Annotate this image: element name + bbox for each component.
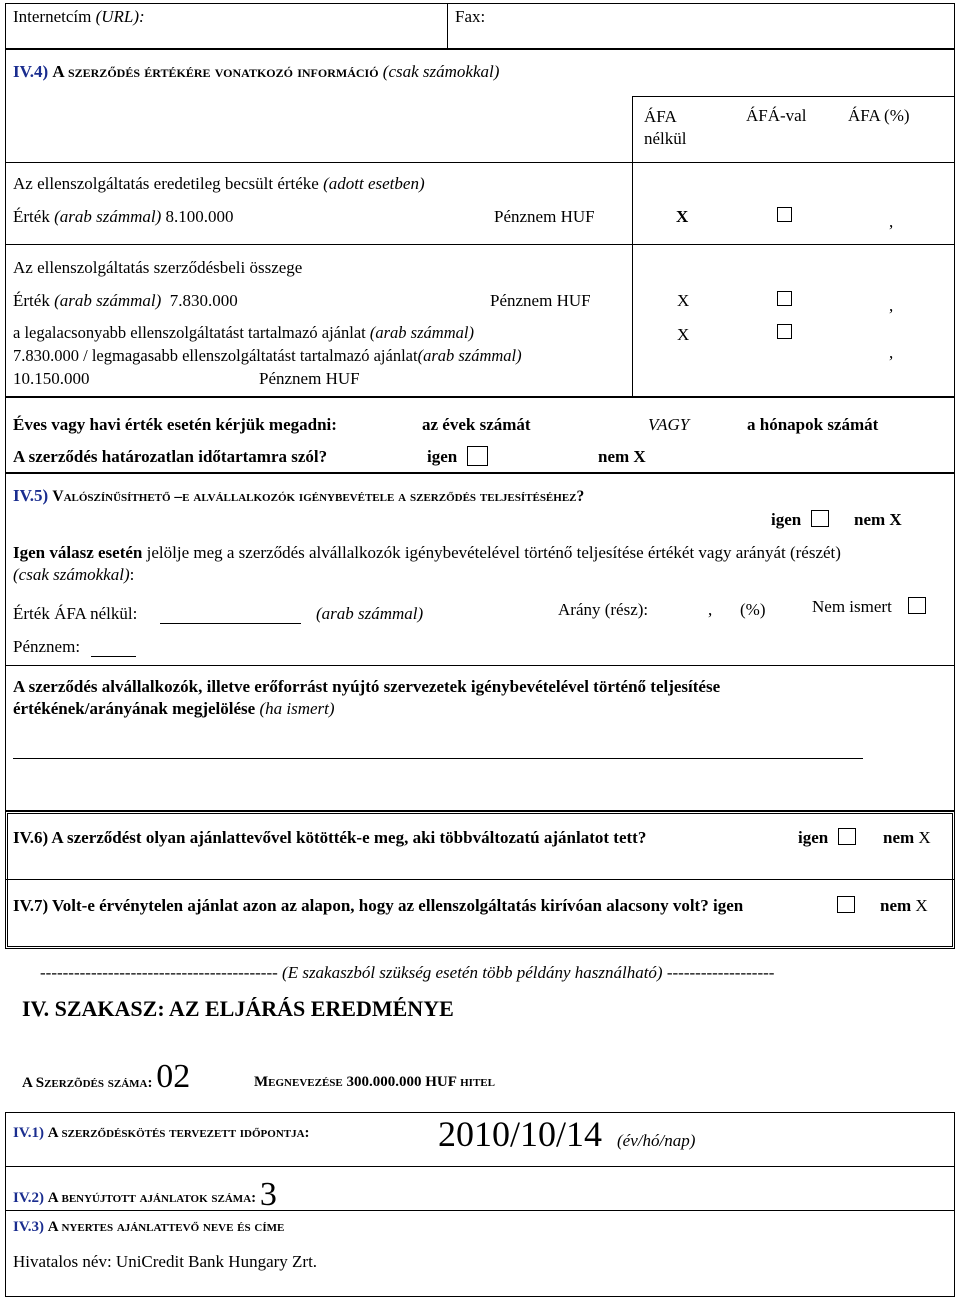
iv5-title: Valószínűsíthető –e alvállalkozók igénybevétele a szerződés teljesítéséhez? [52, 488, 585, 505]
url-field-label [13, 7, 145, 27]
iv1-label: A szerződéskötés tervezett időpontja: [47, 1125, 310, 1141]
iv3-label: A nyertes ajánlattevő neve és címe [47, 1219, 285, 1235]
annual-or: VAGY [648, 415, 690, 434]
sub-currency-input[interactable] [91, 656, 136, 657]
lowest-label: a legalacsonyabb ellenszolgáltatást tartalmazó ajánlat [13, 323, 366, 342]
divider [632, 96, 633, 397]
sub-ratio-pct: (%) [740, 600, 766, 619]
contract-amount-title: Az ellenszolgáltatás szerződésbeli összege [13, 258, 303, 277]
iv5-instruction [13, 543, 841, 563]
value-hint: (arab számmal) [369, 323, 474, 342]
sub-unknown-label: Nem ismert [812, 597, 892, 616]
currency-label: Pénznem [490, 291, 553, 310]
orig-title: Az ellenszolgáltatás eredetileg becsült értéke [13, 174, 319, 193]
highest-offer-row [13, 346, 522, 366]
url-hint: (URL): [95, 7, 145, 26]
currency-value: HUF [325, 369, 360, 388]
currency-value: HUF [560, 207, 595, 226]
iv5-yes-checkbox[interactable] [811, 510, 829, 527]
orig-estimate [13, 174, 425, 194]
winner-row [13, 1252, 317, 1272]
orig-value: 8.100.000 [165, 207, 234, 226]
url-label: Internetcím [13, 7, 92, 26]
iv1-prefix: IV.1) [13, 1125, 48, 1141]
iv5-prefix: IV.5) [13, 486, 53, 505]
iv3-prefix: IV.3) [13, 1219, 48, 1235]
sub-value-hint: (arab számmal) [316, 604, 424, 623]
separator-dashes-right: ------------------- [666, 963, 775, 982]
subcontract-line1: A szerződés alvállalkozók, illetve erőforrást nyújtó szervezetek igénybevételével történő teljesítése [13, 677, 721, 696]
iv5-yes: igen [771, 510, 802, 529]
col-vat-pct: ÁFA (%) [848, 106, 910, 125]
sub-value-label: Érték ÁFA nélkül: [13, 604, 138, 623]
divider [447, 3, 448, 49]
currency-value: HUF [556, 291, 591, 310]
orig-net-mark: X [676, 207, 689, 226]
range-pct-comma: , [889, 343, 894, 362]
indefinite-yes: igen [427, 447, 458, 466]
iv1-row [13, 1125, 310, 1142]
currency-label: Pénznem [494, 207, 557, 226]
iv6-question: IV.6) A szerződést olyan ajánlattevővel kötötték-e meg, aki többváltozatú ajánlatot tett? [13, 828, 647, 847]
instr-bold: Igen válasz esetén [13, 543, 143, 562]
iv2-count: 3 [259, 1176, 277, 1213]
sub-ratio-comma: , [708, 600, 713, 619]
subcontract-input[interactable] [13, 758, 863, 759]
contract-value: 7.830.000 [169, 291, 238, 310]
lowest-offer-row [13, 323, 474, 343]
iv4-heading [13, 62, 499, 82]
highest-value: 10.150.000 [13, 369, 90, 388]
range-net-mark: X [677, 325, 690, 344]
contract-name-label: Megnevezése [254, 1074, 343, 1090]
separator-line [40, 963, 774, 983]
instr-text: jelölje meg a szerződés alvállalkozók igénybevételével történő teljesítése értékét vagy arányát (részét) [142, 543, 841, 562]
indefinite-yes-checkbox[interactable] [467, 446, 488, 466]
fax-label: Fax: [455, 7, 486, 26]
lowest-value: 7.830.000 [13, 346, 79, 365]
col-gross: ÁFÁ-val [746, 106, 807, 125]
contract-name: 300.000.000 HUF hitel [346, 1074, 495, 1090]
section-title: IV. SZAKASZ: AZ ELJÁRÁS EREDMÉNYE [22, 996, 454, 1021]
orig-currency [494, 207, 595, 227]
divider [632, 96, 955, 97]
contract-net-mark: X [677, 291, 690, 310]
value-label: Érték [13, 291, 50, 310]
winner-name: UniCredit Bank Hungary Zrt. [115, 1252, 318, 1271]
divider [5, 244, 955, 245]
range-currency [259, 369, 360, 389]
orig-value-row [13, 207, 234, 227]
subcontract-note: (ha ismert) [259, 699, 335, 718]
iv5-instruction-note [13, 565, 134, 585]
value-hint: (arab számmal) [54, 207, 162, 226]
iv2-label: A benyújtott ajánlatok száma: [47, 1190, 257, 1206]
subcontract-label: értékének/arányának megjelölése [13, 699, 256, 718]
sub-unknown-checkbox[interactable] [908, 597, 926, 614]
iv4-note: (csak számokkal) [382, 62, 500, 81]
highest-label: / legmagasabb ellenszolgáltatást tartalmazó ajánlat [79, 346, 418, 365]
contract-number-label: A Szerzõdés száma: [22, 1075, 157, 1091]
contract-number: 02 [156, 1058, 191, 1095]
orig-gross-checkbox[interactable] [777, 207, 792, 222]
iv7-no: nem X [880, 896, 928, 915]
iv1-date: 2010/10/14 [438, 1114, 603, 1154]
value-hint: (arab számmal) [417, 346, 522, 365]
instr-note: (csak számokkal) [13, 565, 130, 584]
separator-note: (E szakaszból szükség esetén több példány használható) [282, 963, 663, 982]
orig-note: (adott esetben) [323, 174, 425, 193]
divider [5, 1166, 955, 1167]
range-gross-checkbox[interactable] [777, 324, 792, 339]
orig-pct-comma: , [889, 212, 894, 231]
sub-value-input[interactable] [160, 623, 301, 624]
iv4-prefix: IV.4) [13, 62, 53, 81]
col-net: ÁFA nélkül [644, 107, 687, 148]
sub-ratio-label: Arány (rész): [558, 600, 649, 619]
iv6-yes-checkbox[interactable] [838, 828, 856, 845]
iv5-heading [13, 486, 584, 506]
contract-value-row [13, 291, 238, 311]
iv4-title: A szerződés értékére vonatkozó információ [52, 62, 379, 81]
iv6-no: nem X [883, 828, 931, 847]
iv7-question: IV.7) Volt-e érvénytelen ajánlat azon az alapon, hogy az ellenszolgáltatás kirívóan alacsony volt? igen [13, 896, 744, 915]
annual-months: a hónapok számát [747, 415, 879, 434]
annual-years: az évek számát [422, 415, 531, 434]
iv1-date-hint: (év/hó/nap) [617, 1131, 696, 1150]
iv5-no: nem X [854, 510, 902, 529]
contract-number-row [22, 1058, 190, 1096]
divider [5, 665, 955, 666]
subcontract-line2 [13, 699, 335, 719]
annual-label: Éves vagy havi érték esetén kérjük megadni: [13, 415, 337, 434]
contract-pct-comma: , [889, 296, 894, 315]
iv6-yes: igen [798, 828, 829, 847]
sub-currency-label: Pénznem: [13, 637, 81, 656]
value-label: Érték [13, 207, 50, 226]
indefinite-no: nem X [598, 447, 646, 466]
indefinite-label: A szerződés határozatlan időtartamra szól? [13, 447, 328, 466]
divider [5, 162, 955, 163]
instr-colon: : [129, 565, 135, 584]
separator-dashes-left: ------------------------------------------ [40, 963, 278, 982]
contract-gross-checkbox[interactable] [777, 291, 792, 306]
contract-currency [490, 291, 591, 311]
iv2-prefix: IV.2) [13, 1190, 48, 1206]
contract-name-row [254, 1074, 495, 1091]
iv2-row [13, 1173, 277, 1211]
winner-label: Hivatalos név: [13, 1252, 112, 1271]
iv7-yes-checkbox[interactable] [837, 896, 855, 913]
divider [5, 879, 955, 880]
currency-label: Pénznem [259, 369, 322, 388]
iv3-row [13, 1219, 284, 1236]
value-hint: (arab számmal) [54, 291, 162, 310]
